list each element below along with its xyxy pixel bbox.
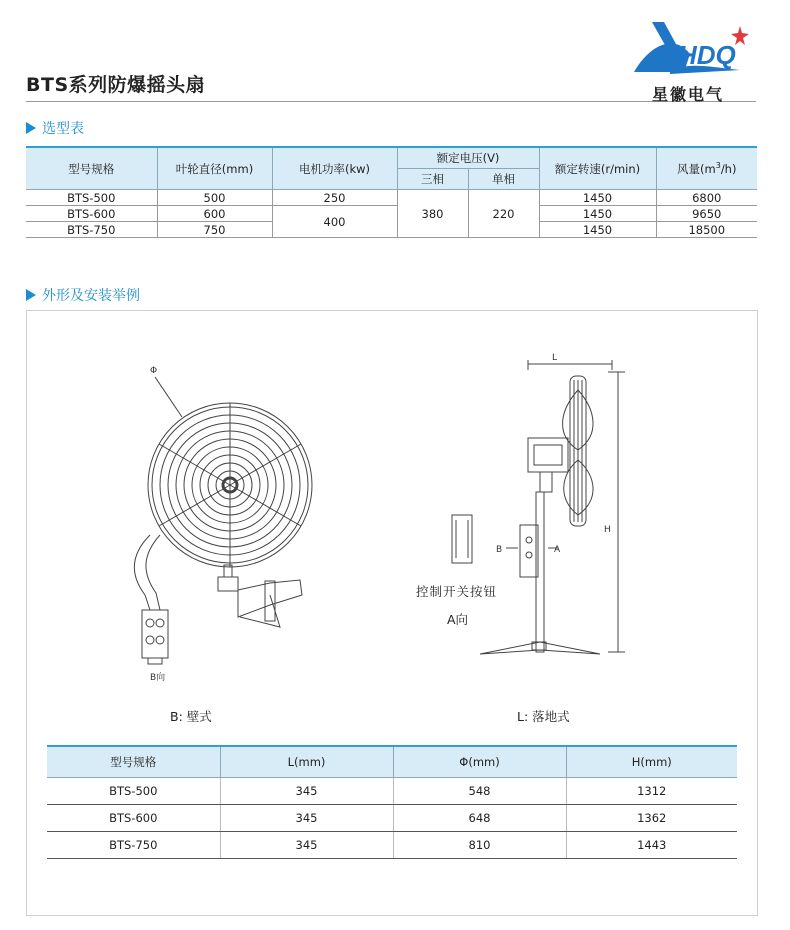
header-model: 型号规格 (47, 746, 220, 778)
company-name: 星徽电气 (652, 85, 725, 104)
b-direction-label: B向 (150, 673, 166, 683)
table-row: BTS-750 345 810 1443 (47, 832, 737, 859)
section-outline (26, 285, 140, 305)
table-row: BTS-500 500 250 380 220 1450 6800 (26, 190, 757, 206)
h-dimension-label: H (604, 525, 611, 535)
section-title: 外形及安装举例 (42, 288, 140, 304)
a-arrow-label: A (554, 545, 561, 555)
a-direction-label: A向 (447, 612, 469, 627)
header-phi: Φ(mm) (393, 746, 566, 778)
header-h: H(mm) (566, 746, 737, 778)
logo-mark-icon (630, 14, 760, 76)
triangle-bullet-icon (26, 122, 36, 134)
section-title: 选型表 (42, 121, 84, 137)
header-diameter: 叶轮直径(mm) (157, 147, 272, 190)
header-power: 电机功率(kw) (272, 147, 397, 190)
company-logo (630, 14, 760, 106)
page-title: BTS系列防爆摇头扇 (26, 74, 206, 96)
phi-label: Φ (150, 366, 158, 376)
logo-text: HDQ (678, 40, 736, 70)
table-row: BTS-600 345 648 1362 (47, 805, 737, 832)
spec-table (26, 146, 757, 238)
section-selection (26, 118, 84, 138)
header-model: 型号规格 (26, 147, 157, 190)
header-voltage: 额定电压(V) (397, 147, 539, 169)
triangle-bullet-icon (26, 289, 36, 301)
l-dimension-label: L (552, 353, 558, 363)
switch-label: 控制开关按钮 (416, 584, 498, 599)
header-single-phase: 单相 (468, 169, 539, 190)
dimension-table (47, 745, 737, 859)
b-arrow-label: B (496, 545, 503, 555)
wall-caption: B: 壁式 (170, 709, 212, 724)
header-three-phase: 三相 (397, 169, 468, 190)
wall-fan-drawing (120, 355, 340, 695)
table-row: BTS-600 600 400 1450 9650 (26, 206, 757, 222)
header-airflow: 风量$(m^3/h)$ (656, 147, 757, 190)
header-speed: 额定转速(r/min) (539, 147, 656, 190)
table-row: BTS-500 345 548 1312 (47, 778, 737, 805)
header-l: L(mm) (220, 746, 393, 778)
floor-fan-drawing (440, 350, 630, 670)
floor-caption: L: 落地式 (517, 709, 570, 724)
table-row: BTS-750 750 1450 18500 (26, 222, 757, 238)
